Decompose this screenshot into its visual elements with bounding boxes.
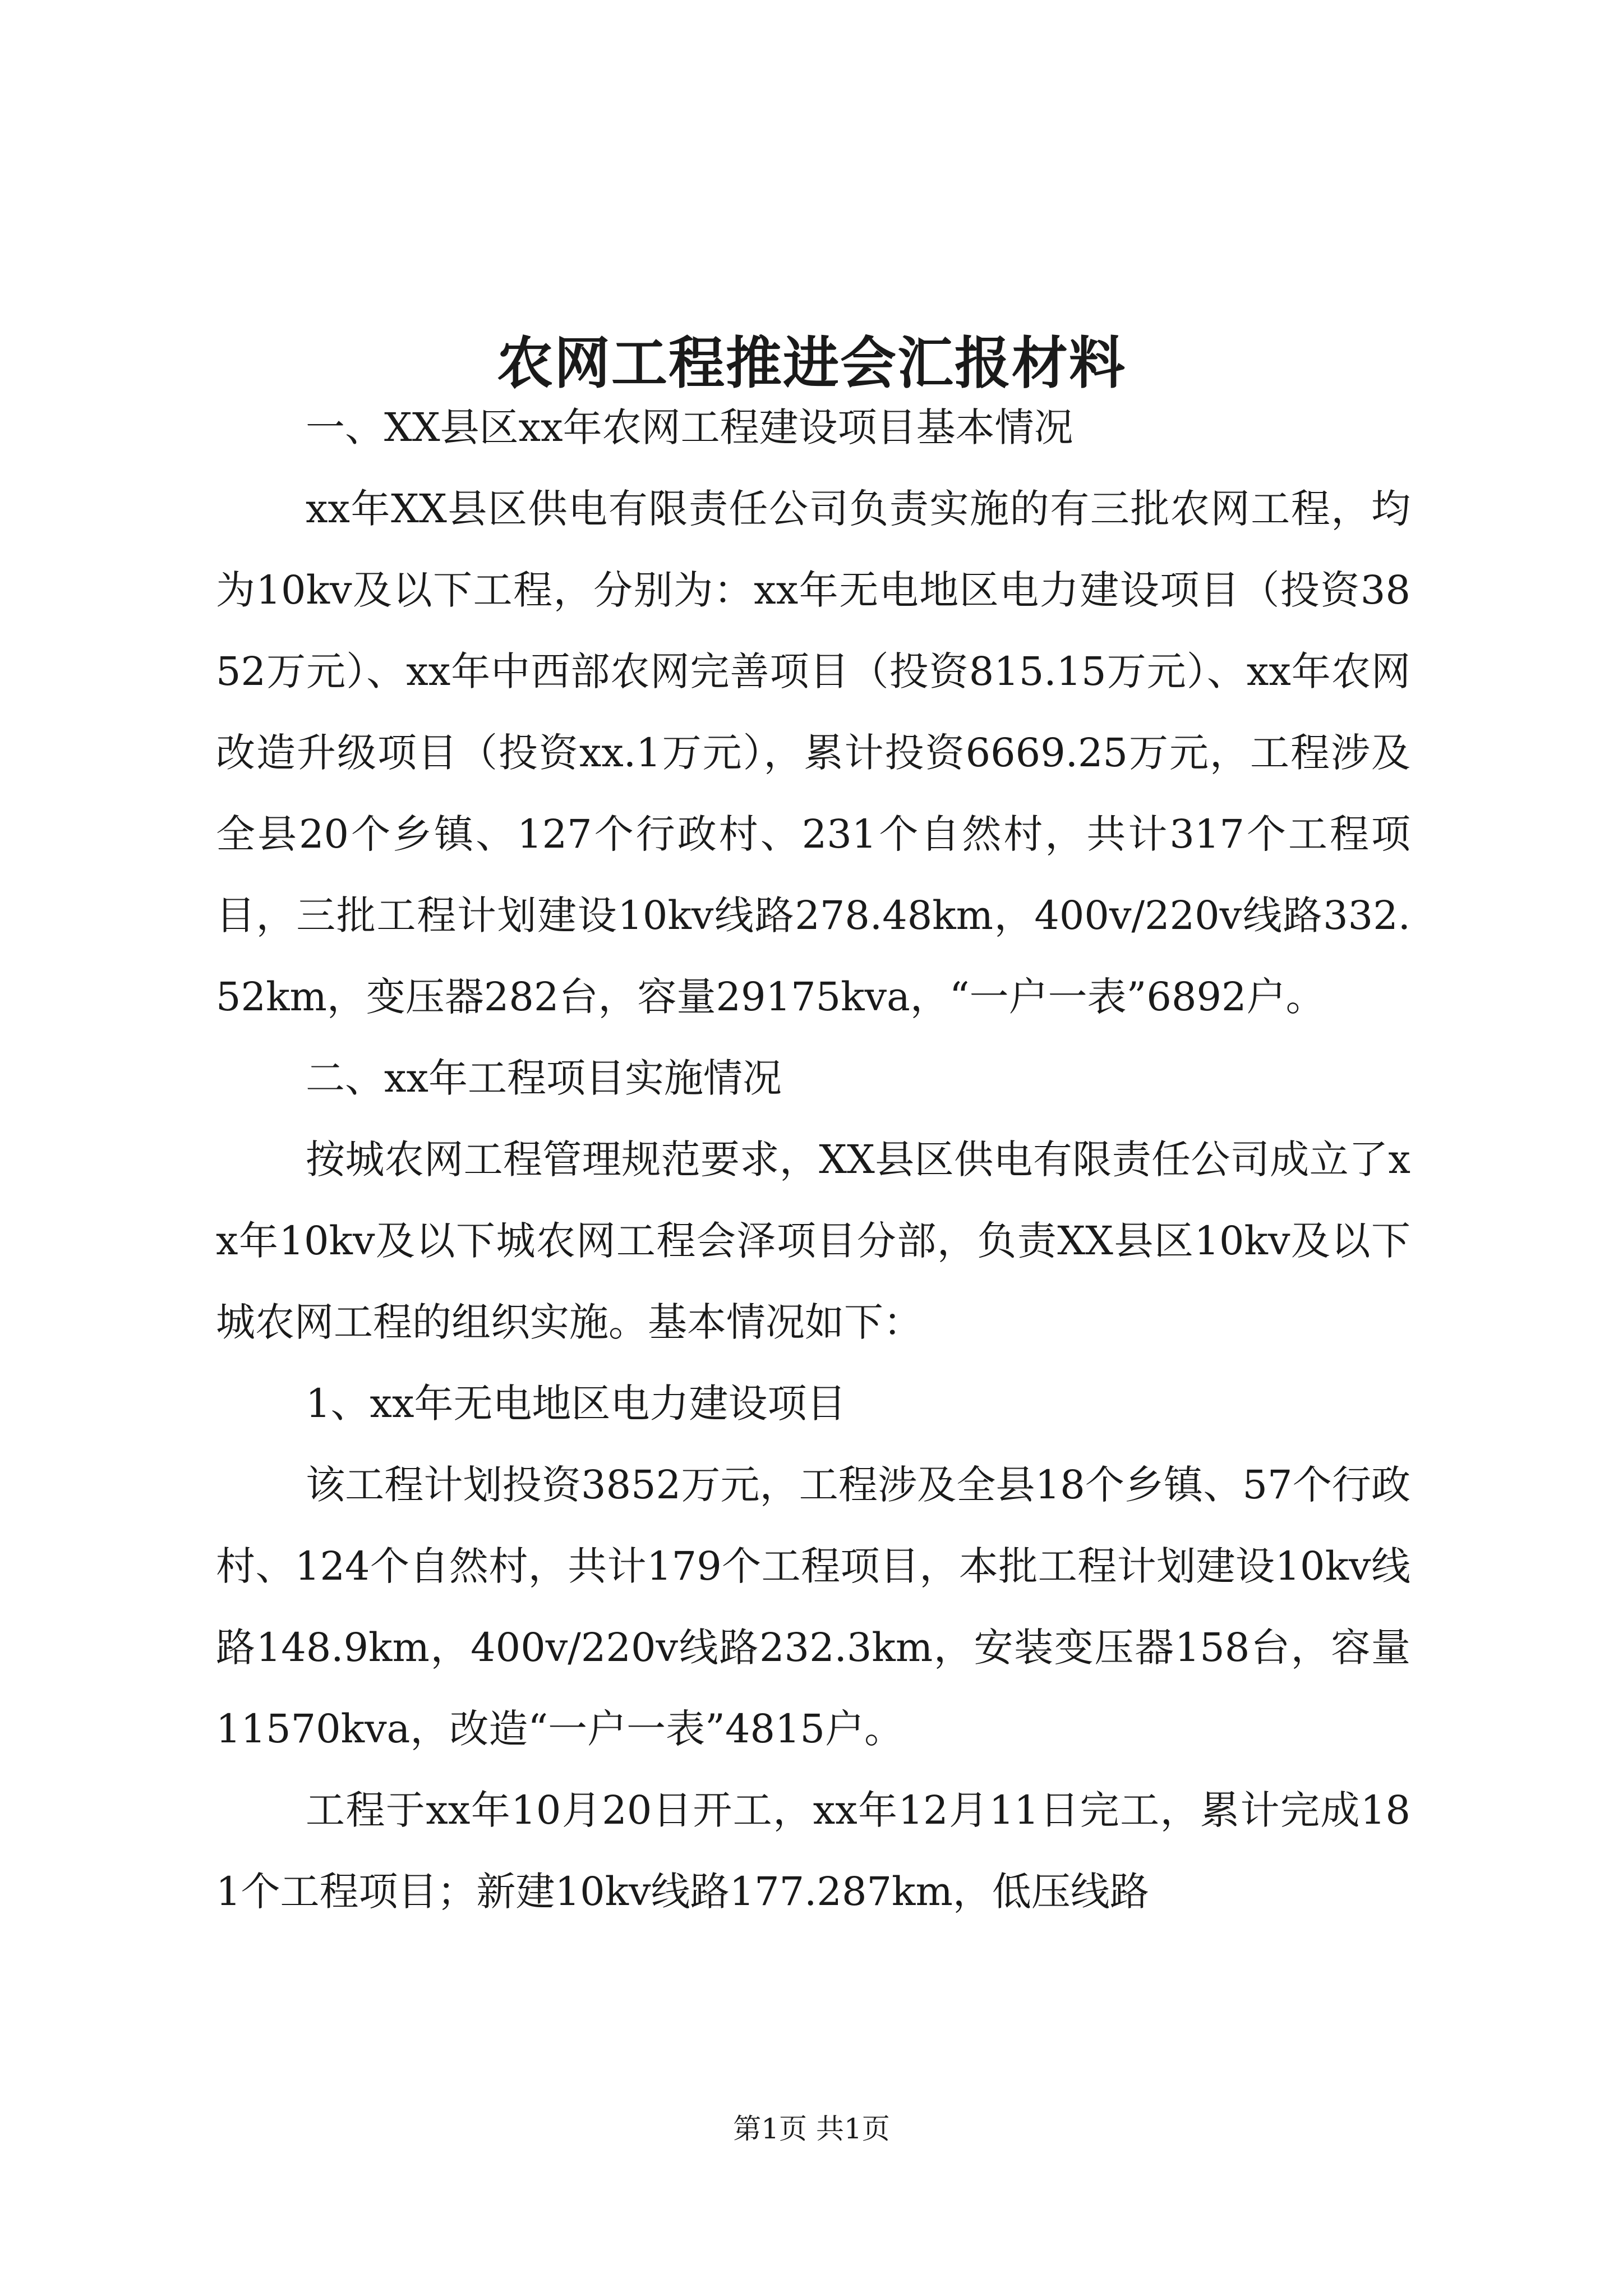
document-title: 农网工程推进会汇报材料 bbox=[497, 330, 1126, 396]
paragraph-progress: 工程于xx年10月20日开工，xx年12月11日完工，累计完成181个工程项目；新建10kv线路177.287km，低压线路 bbox=[216, 1787, 1410, 1915]
document-body bbox=[216, 387, 1410, 1932]
section-heading-2: 二、xx年工程项目实施情况 bbox=[306, 1055, 782, 1101]
section-heading-1: 一、XX县区xx年农网工程建设项目基本情况 bbox=[306, 404, 1073, 450]
paragraph-implementation: 按城农网工程管理规范要求，XX县区供电有限责任公司成立了xx年10kv及以下城农网工程会泽项目分部，负责XX县区10kv及以下城农网工程的组织实施。基本情况如下： bbox=[216, 1137, 1410, 1345]
paragraph-project-plan: 该工程计划投资3852万元，工程涉及全县18个乡镇、57个行政村、124个自然村，共计179个工程项目，本批工程计划建设10kv线路148.9km，400v/220v线路232.3km，安装变压器158台，容量11570kva，改造“一户一表”4815户。 bbox=[216, 1462, 1410, 1752]
page-footer: 第1页 共1页 bbox=[733, 2113, 890, 2145]
subsection-heading-1: 1、xx年无电地区电力建设项目 bbox=[306, 1381, 846, 1427]
paragraph-overview: xx年XX县区供电有限责任公司负责实施的有三批农网工程，均为10kv及以下工程，分别为：xx年无电地区电力建设项目（投资3852万元）、xx年中西部农网完善项目（投资815.15万元）、xx年农网改造升级项目（投资xx.1万元），累计投资6669.25万元，工程涉及全县20个乡镇、127个行政村、231个自然村，共计317个工程项目，三批工程计划建设10kv线路278.48km，400v/220v线路332.52km，变压器282台，容量29175kva，“一户一表”6892户。 bbox=[216, 486, 1410, 1020]
